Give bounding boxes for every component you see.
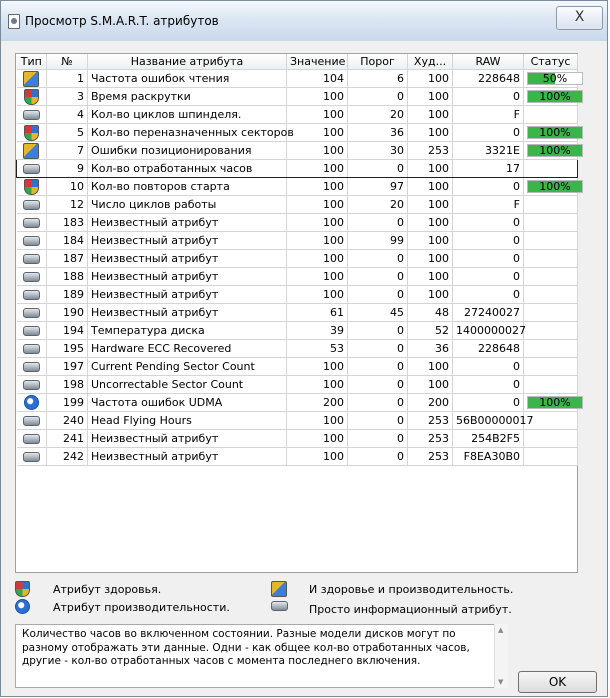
cell-value: 100 <box>287 412 348 430</box>
cell-raw: 0 <box>453 250 524 268</box>
cell-worst: 36 <box>408 340 453 358</box>
cell-type <box>17 448 47 466</box>
cell-id: 9 <box>47 160 88 178</box>
cell-worst: 100 <box>408 70 453 88</box>
cell-name: Uncorrectable Sector Count <box>88 376 287 394</box>
cell-type <box>17 430 47 448</box>
cell-status <box>524 376 578 394</box>
cell-name: Неизвестный атрибут <box>88 448 287 466</box>
cell-worst: 253 <box>408 430 453 448</box>
cell-type <box>17 70 47 88</box>
cell-worst: 200 <box>408 394 453 412</box>
cell-value: 100 <box>287 160 348 178</box>
cell-status <box>524 430 578 448</box>
column-header-threshold[interactable]: Порог <box>348 54 408 70</box>
cell-threshold: 97 <box>348 178 408 196</box>
cell-worst: 100 <box>408 358 453 376</box>
cell-threshold: 0 <box>348 268 408 286</box>
cell-threshold: 0 <box>348 88 408 106</box>
cell-name: Неизвестный атрибут <box>88 250 287 268</box>
cell-name: Время раскрутки <box>88 88 287 106</box>
cell-raw: 56B00000017 <box>453 412 524 430</box>
cell-id: 199 <box>47 394 88 412</box>
cell-status <box>524 268 578 286</box>
drive-icon <box>23 308 40 318</box>
cell-raw: F <box>453 196 524 214</box>
column-header-worst[interactable]: Худ... <box>408 54 453 70</box>
table-row[interactable] <box>17 268 578 286</box>
cell-worst: 100 <box>408 106 453 124</box>
cell-id: 12 <box>47 196 88 214</box>
table-row[interactable] <box>17 430 578 448</box>
table-row[interactable] <box>17 376 578 394</box>
cell-value: 100 <box>287 106 348 124</box>
drive-icon <box>23 254 40 264</box>
cell-value: 61 <box>287 304 348 322</box>
cell-value: 100 <box>287 214 348 232</box>
cell-id: 7 <box>47 142 88 160</box>
cell-name: Неизвестный атрибут <box>88 286 287 304</box>
cell-type <box>17 394 47 412</box>
cell-status <box>524 340 578 358</box>
cell-status <box>524 106 578 124</box>
cell-status <box>524 142 578 160</box>
cell-threshold: 99 <box>348 232 408 250</box>
cell-raw: 228648 <box>453 340 524 358</box>
cell-threshold: 0 <box>348 394 408 412</box>
cell-threshold: 0 <box>348 322 408 340</box>
cell-worst: 100 <box>408 268 453 286</box>
cell-id: 198 <box>47 376 88 394</box>
cell-id: 194 <box>47 322 88 340</box>
cell-status <box>524 88 578 106</box>
cell-threshold: 0 <box>348 286 408 304</box>
cell-id: 241 <box>47 430 88 448</box>
cell-type <box>17 178 47 196</box>
status-bar <box>527 144 583 157</box>
cell-name: Частота ошибок чтения <box>88 70 287 88</box>
scroll-down-icon[interactable]: ▼ <box>498 678 504 686</box>
status-label: 100% <box>539 144 571 157</box>
cell-raw: 17 <box>453 160 524 178</box>
cell-threshold: 20 <box>348 196 408 214</box>
scroll-up-icon[interactable]: ▲ <box>498 626 504 634</box>
cell-value: 200 <box>287 394 348 412</box>
cell-id: 240 <box>47 412 88 430</box>
cell-name: Head Flying Hours <box>88 412 287 430</box>
title-bar[interactable] <box>1 1 607 41</box>
cell-status <box>524 124 578 142</box>
cell-id: 183 <box>47 214 88 232</box>
cell-status <box>524 448 578 466</box>
drive-icon <box>23 110 40 120</box>
cell-id: 187 <box>47 250 88 268</box>
cell-raw: 0 <box>453 88 524 106</box>
cell-raw: 228648 <box>453 70 524 88</box>
cell-id: 242 <box>47 448 88 466</box>
table-row[interactable] <box>17 124 578 142</box>
cell-status <box>524 250 578 268</box>
drive-icon <box>23 326 40 336</box>
cell-worst: 100 <box>408 250 453 268</box>
drive-icon <box>23 344 40 354</box>
cell-raw: 0 <box>453 376 524 394</box>
cell-value: 100 <box>287 448 348 466</box>
drive-icon <box>23 362 40 372</box>
cell-name: Неизвестный атрибут <box>88 304 287 322</box>
table-row[interactable] <box>17 196 578 214</box>
cell-name: Кол-во переназначенных секторов <box>88 124 287 142</box>
performance-icon <box>15 599 30 614</box>
drive-icon <box>23 434 40 444</box>
cell-threshold: 0 <box>348 250 408 268</box>
cell-name: Температура диска <box>88 322 287 340</box>
cell-worst: 253 <box>408 412 453 430</box>
cell-value: 100 <box>287 232 348 250</box>
cell-type <box>17 142 47 160</box>
cell-raw: 0 <box>453 268 524 286</box>
cell-type <box>17 250 47 268</box>
cell-value: 104 <box>287 70 348 88</box>
cell-raw: F <box>453 106 524 124</box>
cell-value: 100 <box>287 358 348 376</box>
cell-name: Неизвестный атрибут <box>88 232 287 250</box>
table-row[interactable] <box>17 250 578 268</box>
cell-status <box>524 322 578 340</box>
cell-raw: F8EA30B0 <box>453 448 524 466</box>
cell-type <box>17 88 47 106</box>
table-row[interactable] <box>17 106 578 124</box>
status-label: 50% <box>542 72 568 85</box>
table-row[interactable] <box>17 304 578 322</box>
cell-raw: 27240027 <box>453 304 524 322</box>
cell-value: 100 <box>287 196 348 214</box>
cell-threshold: 20 <box>348 106 408 124</box>
cell-threshold: 6 <box>348 70 408 88</box>
cell-type <box>17 196 47 214</box>
cell-type <box>17 106 47 124</box>
cell-type <box>17 232 47 250</box>
table-row[interactable] <box>17 232 578 250</box>
drive-icon <box>23 380 40 390</box>
cell-threshold: 0 <box>348 448 408 466</box>
cell-type <box>17 322 47 340</box>
cell-raw: 0 <box>453 178 524 196</box>
cell-threshold: 45 <box>348 304 408 322</box>
cell-worst: 100 <box>408 196 453 214</box>
cell-raw: 0 <box>453 358 524 376</box>
cell-name: Кол-во отработанных часов <box>88 160 287 178</box>
cell-id: 190 <box>47 304 88 322</box>
status-bar <box>527 72 583 85</box>
table-row[interactable] <box>17 286 578 304</box>
table-row[interactable] <box>17 340 578 358</box>
drive-icon <box>23 200 40 210</box>
attribute-description: Количество часов во включенном состоянии. Разные модели дисков могут по разному отображать эти данные. Одни - как общее кол-во отработанных часов, другие - кол-во отработанных часов с момента последнего включения. <box>15 624 508 688</box>
drive-icon <box>23 452 40 462</box>
drive-icon <box>23 416 40 426</box>
cell-type <box>17 412 47 430</box>
cell-value: 53 <box>287 340 348 358</box>
column-header-value[interactable]: Значение <box>287 54 348 70</box>
status-bar <box>527 180 583 193</box>
cell-id: 197 <box>47 358 88 376</box>
table-row[interactable] <box>17 88 578 106</box>
cell-worst: 100 <box>408 214 453 232</box>
cell-raw: 254B2F5 <box>453 430 524 448</box>
cell-type <box>17 214 47 232</box>
cell-status <box>524 286 578 304</box>
cell-id: 189 <box>47 286 88 304</box>
health-shield-icon <box>24 179 39 195</box>
table-row[interactable] <box>17 358 578 376</box>
cell-type <box>17 268 47 286</box>
window-title: Просмотр S.M.A.R.T. атрибутов <box>25 14 219 28</box>
cell-value: 100 <box>287 142 348 160</box>
status-label: 100% <box>539 396 571 409</box>
cell-id: 4 <box>47 106 88 124</box>
cell-worst: 253 <box>408 142 453 160</box>
column-header-id[interactable]: № <box>47 54 88 70</box>
table-row[interactable] <box>17 394 578 412</box>
cell-value: 100 <box>287 124 348 142</box>
cell-threshold: 0 <box>348 412 408 430</box>
cell-name: Кол-во циклов шпинделя. <box>88 106 287 124</box>
cell-threshold: 0 <box>348 340 408 358</box>
health-shield-icon <box>24 89 39 105</box>
cell-status <box>524 214 578 232</box>
cell-worst: 100 <box>408 286 453 304</box>
cell-raw: 1400000027 <box>453 322 524 340</box>
cell-type <box>17 286 47 304</box>
cell-status <box>524 196 578 214</box>
status-bar <box>527 396 583 409</box>
cell-id: 5 <box>47 124 88 142</box>
cell-value: 100 <box>287 268 348 286</box>
cell-threshold: 0 <box>348 430 408 448</box>
cell-status <box>524 70 578 88</box>
cell-status <box>524 178 578 196</box>
table-row[interactable] <box>17 448 578 466</box>
status-label: 100% <box>539 126 571 139</box>
cell-name: Частота ошибок UDMA <box>88 394 287 412</box>
drive-icon <box>23 272 40 282</box>
cell-raw: 0 <box>453 214 524 232</box>
ok-button[interactable]: OK <box>518 671 597 693</box>
drive-icon <box>23 218 40 228</box>
cell-raw: 0 <box>453 394 524 412</box>
cell-value: 39 <box>287 322 348 340</box>
column-header-name[interactable]: Название атрибута <box>88 54 287 70</box>
cell-value: 100 <box>287 376 348 394</box>
description-scrollbar[interactable] <box>494 624 508 688</box>
drive-icon <box>23 164 40 174</box>
app-icon <box>8 14 20 29</box>
cell-type <box>17 124 47 142</box>
table-row[interactable] <box>17 412 578 430</box>
table-header-row <box>17 54 578 70</box>
health-performance-icon <box>23 71 39 87</box>
cell-id: 3 <box>47 88 88 106</box>
table-row[interactable] <box>17 178 578 196</box>
cell-name: Число циклов работы <box>88 196 287 214</box>
smart-attributes-table[interactable] <box>15 53 578 573</box>
health-performance-icon <box>23 143 39 159</box>
cell-worst: 253 <box>408 448 453 466</box>
cell-threshold: 0 <box>348 214 408 232</box>
cell-status <box>524 304 578 322</box>
cell-id: 188 <box>47 268 88 286</box>
cell-name: Неизвестный атрибут <box>88 268 287 286</box>
column-header-status[interactable]: Статус <box>524 54 578 70</box>
drive-icon <box>23 236 40 246</box>
cell-status <box>524 394 578 412</box>
cell-type <box>17 358 47 376</box>
cell-name: Ошибки позиционирования <box>88 142 287 160</box>
smart-window: Просмотр S.M.A.R.T. атрибутов X Тип № Название атрибута Значение Порог Худ... RAW Статус 1 Частота ошибок чтения 104 6 100 228648 50% 3 Время раскрутки 100 0 100 0 100% 4 Кол-во циклов шпинделя. 100 20 100 F 5 Кол-во переназначенных секторов 100 36 100 0 100% 7 Ошибки позиционирования 100 30 253 3321E 100% 9 Кол-во отработанных часов 100 0 100 17 10 Кол-во повторов старта 100 97 100 0 100% 12 Число циклов работы 100 20 100 F 183 Неизвестный атрибут 100 0 100 0 184 Неизвестный атрибут 100 99 100 0 187 Неизвестный атрибут 100 0 100 0 188 Неизвестный атрибут 100 0 100 0 189 Неизвестный атрибут 100 0 100 0 190 Неизвестный атрибут 61 45 48 27240027 194 Температура диска 39 0 52 1400000027 195 Hardware ECC Recovered 53 0 36 228648 197 Current Pending Sector Count 100 0 100 0 198 Uncorrectable Sector Count 100 0 100 0 199 Частота ошибок UDMA 200 0 200 0 100% 240 Head Flying Hours 100 0 253 56B00000017 241 Неизвестный атрибут 100 0 253 254B2F5 242 Неизвестный атрибут 100 0 253 F8EA30B0 Атрибут здоровья. И здоровье и производительность. Атрибут производительности. Просто информационный атрибут. Количество часов во включенном состоянии. Разные модели дисков могут по разному отображать эти данные. Одни - как общее кол-во отработанных часов, другие - кол-во отработанных часов с момента последнего включения. ▲ ▼ OK <box>0 0 608 697</box>
cell-value: 100 <box>287 178 348 196</box>
cell-value: 100 <box>287 430 348 448</box>
table-row[interactable] <box>17 322 578 340</box>
column-header-raw[interactable]: RAW <box>453 54 524 70</box>
status-label: 100% <box>539 90 571 103</box>
cell-worst: 100 <box>408 232 453 250</box>
cell-id: 195 <box>47 340 88 358</box>
cell-name: Неизвестный атрибут <box>88 430 287 448</box>
cell-worst: 48 <box>408 304 453 322</box>
table-row[interactable] <box>17 214 578 232</box>
cell-worst: 52 <box>408 322 453 340</box>
health-shield-icon <box>15 581 30 597</box>
cell-raw: 0 <box>453 286 524 304</box>
cell-name: Current Pending Sector Count <box>88 358 287 376</box>
cell-name: Кол-во повторов старта <box>88 178 287 196</box>
cell-status <box>524 358 578 376</box>
cell-threshold: 36 <box>348 124 408 142</box>
cell-raw: 3321E <box>453 142 524 160</box>
status-label: 100% <box>539 180 571 193</box>
health-shield-icon <box>24 125 39 141</box>
drive-icon <box>271 601 288 611</box>
table-row[interactable] <box>17 160 578 178</box>
table-row[interactable] <box>17 70 578 88</box>
cell-status <box>524 232 578 250</box>
column-header-type[interactable]: Тип <box>17 54 47 70</box>
status-bar <box>527 90 583 103</box>
cell-raw: 0 <box>453 124 524 142</box>
close-button[interactable]: X <box>556 6 603 30</box>
cell-type <box>17 340 47 358</box>
cell-threshold: 0 <box>348 160 408 178</box>
cell-type <box>17 160 47 178</box>
status-bar <box>527 126 583 139</box>
cell-id: 1 <box>47 70 88 88</box>
cell-status <box>524 160 578 178</box>
cell-name: Неизвестный атрибут <box>88 214 287 232</box>
cell-worst: 100 <box>408 376 453 394</box>
cell-name: Hardware ECC Recovered <box>88 340 287 358</box>
table-row[interactable] <box>17 142 578 160</box>
cell-worst: 100 <box>408 124 453 142</box>
cell-value: 100 <box>287 286 348 304</box>
cell-threshold: 0 <box>348 358 408 376</box>
cell-worst: 100 <box>408 88 453 106</box>
cell-value: 100 <box>287 88 348 106</box>
cell-worst: 100 <box>408 178 453 196</box>
cell-raw: 0 <box>453 232 524 250</box>
performance-icon <box>24 395 39 410</box>
cell-id: 10 <box>47 178 88 196</box>
health-performance-icon <box>271 581 287 597</box>
cell-value: 100 <box>287 250 348 268</box>
cell-id: 184 <box>47 232 88 250</box>
cell-type <box>17 376 47 394</box>
cell-type <box>17 304 47 322</box>
cell-worst: 100 <box>408 160 453 178</box>
drive-icon <box>23 290 40 300</box>
cell-threshold: 30 <box>348 142 408 160</box>
cell-threshold: 0 <box>348 376 408 394</box>
